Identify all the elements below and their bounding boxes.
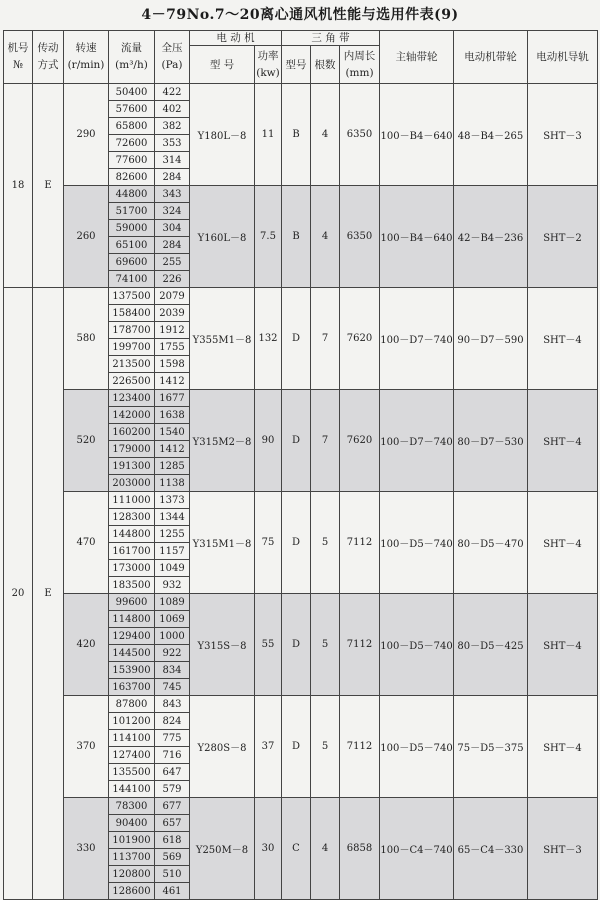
belt-length-cell: 7112: [340, 594, 380, 696]
motor-model-cell: Y315M1－8: [190, 492, 255, 594]
pressure-cell: 1000: [155, 628, 190, 645]
pressure-cell: 510: [155, 866, 190, 883]
power-cell: 90: [255, 390, 282, 492]
pressure-cell: 824: [155, 713, 190, 730]
motor-pulley-cell: 65－C4－330: [454, 798, 528, 900]
power-cell: 132: [255, 288, 282, 390]
table-row: [4, 594, 598, 611]
belt-count-cell: 5: [311, 696, 340, 798]
flow-cell: 127400: [109, 747, 155, 764]
pressure-cell: 1912: [155, 322, 190, 339]
belt-length-cell: 6858: [340, 798, 380, 900]
header-flow-label: 流量: [121, 42, 142, 54]
drive-cell: E: [33, 84, 64, 288]
belt-length-cell: 7112: [340, 696, 380, 798]
motor-model-cell: Y180L－8: [190, 84, 255, 186]
table-row: [4, 798, 598, 815]
belt-type-cell: B: [282, 186, 311, 288]
main-pulley-cell: 100－D5－740: [380, 492, 454, 594]
motor-rail-cell: SHT－2: [528, 186, 598, 288]
flow-cell: 72600: [109, 135, 155, 152]
motor-pulley-cell: 75－D5－375: [454, 696, 528, 798]
motor-rail-cell: SHT－4: [528, 594, 598, 696]
flow-cell: 129400: [109, 628, 155, 645]
pressure-cell: 422: [155, 84, 190, 101]
belt-length-cell: 7620: [340, 288, 380, 390]
pressure-cell: 1138: [155, 475, 190, 492]
flow-cell: 57600: [109, 101, 155, 118]
pressure-cell: 1373: [155, 492, 190, 509]
pressure-cell: 284: [155, 169, 190, 186]
header-belt-type: 型号: [282, 46, 311, 84]
motor-pulley-cell: 80－D5－425: [454, 594, 528, 696]
speed-cell: 470: [64, 492, 109, 594]
pressure-cell: 716: [155, 747, 190, 764]
header-machine-no: [4, 31, 33, 84]
header-main-pulley: 主轴带轮: [380, 31, 454, 84]
flow-cell: 158400: [109, 305, 155, 322]
belt-type-cell: D: [282, 390, 311, 492]
pressure-cell: 834: [155, 662, 190, 679]
pressure-cell: 569: [155, 849, 190, 866]
table-row: [4, 390, 598, 407]
flow-cell: 128600: [109, 883, 155, 900]
header-pressure: [155, 31, 190, 84]
header-speed-label: 转速: [75, 42, 97, 54]
flow-cell: 120800: [109, 866, 155, 883]
machine-no-cell: 20: [4, 288, 33, 900]
motor-rail-cell: SHT－4: [528, 288, 598, 390]
flow-cell: 74100: [109, 271, 155, 288]
main-pulley-cell: 100－D5－740: [380, 594, 454, 696]
speed-cell: 260: [64, 186, 109, 288]
flow-cell: 99600: [109, 594, 155, 611]
header-flow: [109, 31, 155, 84]
motor-rail-cell: SHT－4: [528, 390, 598, 492]
power-cell: 37: [255, 696, 282, 798]
flow-cell: 137500: [109, 288, 155, 305]
pressure-cell: 843: [155, 696, 190, 713]
flow-cell: 69600: [109, 254, 155, 271]
pressure-cell: 382: [155, 118, 190, 135]
speed-cell: 580: [64, 288, 109, 390]
header-belt-count: 根数: [311, 46, 340, 84]
table-header: [4, 31, 598, 84]
pressure-cell: 255: [155, 254, 190, 271]
header-motor-rail: 电动机导轨: [528, 31, 598, 84]
pressure-cell: 461: [155, 883, 190, 900]
motor-model-cell: Y315S－8: [190, 594, 255, 696]
header-motor-model: 型 号: [190, 46, 255, 84]
flow-cell: 179000: [109, 441, 155, 458]
flow-cell: 82600: [109, 169, 155, 186]
header-motor: 电 动 机: [190, 31, 282, 46]
motor-pulley-cell: 48－B4－265: [454, 84, 528, 186]
power-cell: 55: [255, 594, 282, 696]
flow-cell: 144800: [109, 526, 155, 543]
speed-cell: 330: [64, 798, 109, 900]
motor-model-cell: Y280S－8: [190, 696, 255, 798]
flow-cell: 123400: [109, 390, 155, 407]
power-cell: 7.5: [255, 186, 282, 288]
power-cell: 11: [255, 84, 282, 186]
pressure-cell: 618: [155, 832, 190, 849]
flow-cell: 173000: [109, 560, 155, 577]
flow-cell: 44800: [109, 186, 155, 203]
pressure-cell: 1255: [155, 526, 190, 543]
pressure-cell: 932: [155, 577, 190, 594]
belt-type-cell: C: [282, 798, 311, 900]
flow-cell: 213500: [109, 356, 155, 373]
flow-cell: 77600: [109, 152, 155, 169]
pressure-cell: 1677: [155, 390, 190, 407]
flow-cell: 144500: [109, 645, 155, 662]
pressure-cell: 657: [155, 815, 190, 832]
machine-no-cell: 18: [4, 84, 33, 288]
pressure-cell: 1344: [155, 509, 190, 526]
flow-cell: 87800: [109, 696, 155, 713]
belt-count-cell: 4: [311, 84, 340, 186]
table-row: [4, 492, 598, 509]
speed-cell: 290: [64, 84, 109, 186]
pressure-cell: 1069: [155, 611, 190, 628]
main-pulley-cell: 100－B4－640: [380, 186, 454, 288]
pressure-cell: 2039: [155, 305, 190, 322]
belt-type-cell: D: [282, 696, 311, 798]
pressure-cell: 284: [155, 237, 190, 254]
belt-type-cell: B: [282, 84, 311, 186]
belt-count-cell: 7: [311, 288, 340, 390]
motor-rail-cell: SHT－4: [528, 492, 598, 594]
flow-cell: 78300: [109, 798, 155, 815]
table-row: [4, 288, 598, 305]
belt-length-cell: 6350: [340, 84, 380, 186]
flow-cell: 178700: [109, 322, 155, 339]
motor-model-cell: Y160L－8: [190, 186, 255, 288]
speed-cell: 520: [64, 390, 109, 492]
belt-length-cell: 7620: [340, 390, 380, 492]
main-pulley-cell: 100－D7－740: [380, 390, 454, 492]
belt-type-cell: D: [282, 492, 311, 594]
pressure-cell: 314: [155, 152, 190, 169]
flow-cell: 101900: [109, 832, 155, 849]
pressure-cell: 922: [155, 645, 190, 662]
table-body: [4, 84, 598, 900]
pressure-cell: 775: [155, 730, 190, 747]
header-motor-pulley: 电动机带轮: [454, 31, 528, 84]
header-power-unit: (kw): [256, 66, 280, 79]
pressure-cell: 324: [155, 203, 190, 220]
pressure-cell: 677: [155, 798, 190, 815]
flow-cell: 51700: [109, 203, 155, 220]
header-drive-label2: 方式: [37, 59, 59, 71]
flow-cell: 163700: [109, 679, 155, 696]
main-pulley-cell: 100－D7－740: [380, 288, 454, 390]
main-pulley-cell: 100－B4－640: [380, 84, 454, 186]
table-row: [4, 186, 598, 203]
main-pulley-cell: 100－D5－740: [380, 696, 454, 798]
header-belt-length-label: 内周长: [343, 49, 376, 62]
flow-cell: 144100: [109, 781, 155, 798]
header-drive: [33, 31, 64, 84]
header-pressure-unit: (Pa): [161, 59, 183, 71]
header-speed-unit: (r/min): [67, 59, 105, 71]
motor-rail-cell: SHT－4: [528, 696, 598, 798]
belt-count-cell: 5: [311, 492, 340, 594]
flow-cell: 153900: [109, 662, 155, 679]
pressure-cell: 1049: [155, 560, 190, 577]
motor-pulley-cell: 90－D7－590: [454, 288, 528, 390]
table-row: [4, 696, 598, 713]
header-machine-no-symbol: №: [13, 59, 23, 71]
flow-cell: 161700: [109, 543, 155, 560]
fan-selection-table: [3, 30, 598, 900]
belt-count-cell: 4: [311, 798, 340, 900]
header-flow-unit: (m³/h): [115, 59, 148, 71]
speed-cell: 420: [64, 594, 109, 696]
pressure-cell: 1412: [155, 441, 190, 458]
pressure-cell: 226: [155, 271, 190, 288]
pressure-cell: 579: [155, 781, 190, 798]
flow-cell: 114100: [109, 730, 155, 747]
drive-cell: E: [33, 288, 64, 900]
belt-count-cell: 7: [311, 390, 340, 492]
flow-cell: 128300: [109, 509, 155, 526]
flow-cell: 114800: [109, 611, 155, 628]
motor-rail-cell: SHT－3: [528, 84, 598, 186]
pressure-cell: 402: [155, 101, 190, 118]
header-drive-label: 传动: [37, 42, 59, 54]
pressure-cell: 1285: [155, 458, 190, 475]
belt-length-cell: 7112: [340, 492, 380, 594]
flow-cell: 191300: [109, 458, 155, 475]
flow-cell: 101200: [109, 713, 155, 730]
header-power: [255, 46, 282, 84]
belt-length-cell: 6350: [340, 186, 380, 288]
flow-cell: 90400: [109, 815, 155, 832]
header-belt-length-unit: (mm): [345, 66, 374, 79]
table-row: [4, 84, 598, 101]
pressure-cell: 353: [155, 135, 190, 152]
pressure-cell: 1157: [155, 543, 190, 560]
pressure-cell: 304: [155, 220, 190, 237]
motor-pulley-cell: 80－D5－470: [454, 492, 528, 594]
header-belt: 三 角 带: [282, 31, 380, 46]
header-power-label: 功率: [257, 49, 279, 62]
header-belt-length: [340, 46, 380, 84]
flow-cell: 111000: [109, 492, 155, 509]
belt-type-cell: D: [282, 594, 311, 696]
flow-cell: 50400: [109, 84, 155, 101]
power-cell: 30: [255, 798, 282, 900]
page-title: 4－79No.7～20离心通风机性能与选用件表(9): [141, 7, 459, 23]
speed-cell: 370: [64, 696, 109, 798]
flow-cell: 160200: [109, 424, 155, 441]
flow-cell: 113700: [109, 849, 155, 866]
pressure-cell: 343: [155, 186, 190, 203]
pressure-cell: 2079: [155, 288, 190, 305]
motor-model-cell: Y250M－8: [190, 798, 255, 900]
pressure-cell: 1412: [155, 373, 190, 390]
belt-type-cell: D: [282, 288, 311, 390]
header-machine-no-label: 机号: [7, 42, 29, 54]
flow-cell: 65800: [109, 118, 155, 135]
pressure-cell: 1598: [155, 356, 190, 373]
motor-model-cell: Y355M1－8: [190, 288, 255, 390]
belt-count-cell: 5: [311, 594, 340, 696]
motor-rail-cell: SHT－3: [528, 798, 598, 900]
power-cell: 75: [255, 492, 282, 594]
flow-cell: 142000: [109, 407, 155, 424]
pressure-cell: 1638: [155, 407, 190, 424]
pressure-cell: 1755: [155, 339, 190, 356]
flow-cell: 183500: [109, 577, 155, 594]
header-speed: [64, 31, 109, 84]
pressure-cell: 745: [155, 679, 190, 696]
motor-pulley-cell: 42－B4－236: [454, 186, 528, 288]
flow-cell: 135500: [109, 764, 155, 781]
motor-pulley-cell: 80－D7－530: [454, 390, 528, 492]
pressure-cell: 1540: [155, 424, 190, 441]
flow-cell: 199700: [109, 339, 155, 356]
belt-count-cell: 4: [311, 186, 340, 288]
pressure-cell: 647: [155, 764, 190, 781]
main-pulley-cell: 100－C4－740: [380, 798, 454, 900]
flow-cell: 59000: [109, 220, 155, 237]
flow-cell: 226500: [109, 373, 155, 390]
pressure-cell: 1089: [155, 594, 190, 611]
flow-cell: 203000: [109, 475, 155, 492]
flow-cell: 65100: [109, 237, 155, 254]
motor-model-cell: Y315M2－8: [190, 390, 255, 492]
header-pressure-label: 全压: [161, 42, 183, 54]
